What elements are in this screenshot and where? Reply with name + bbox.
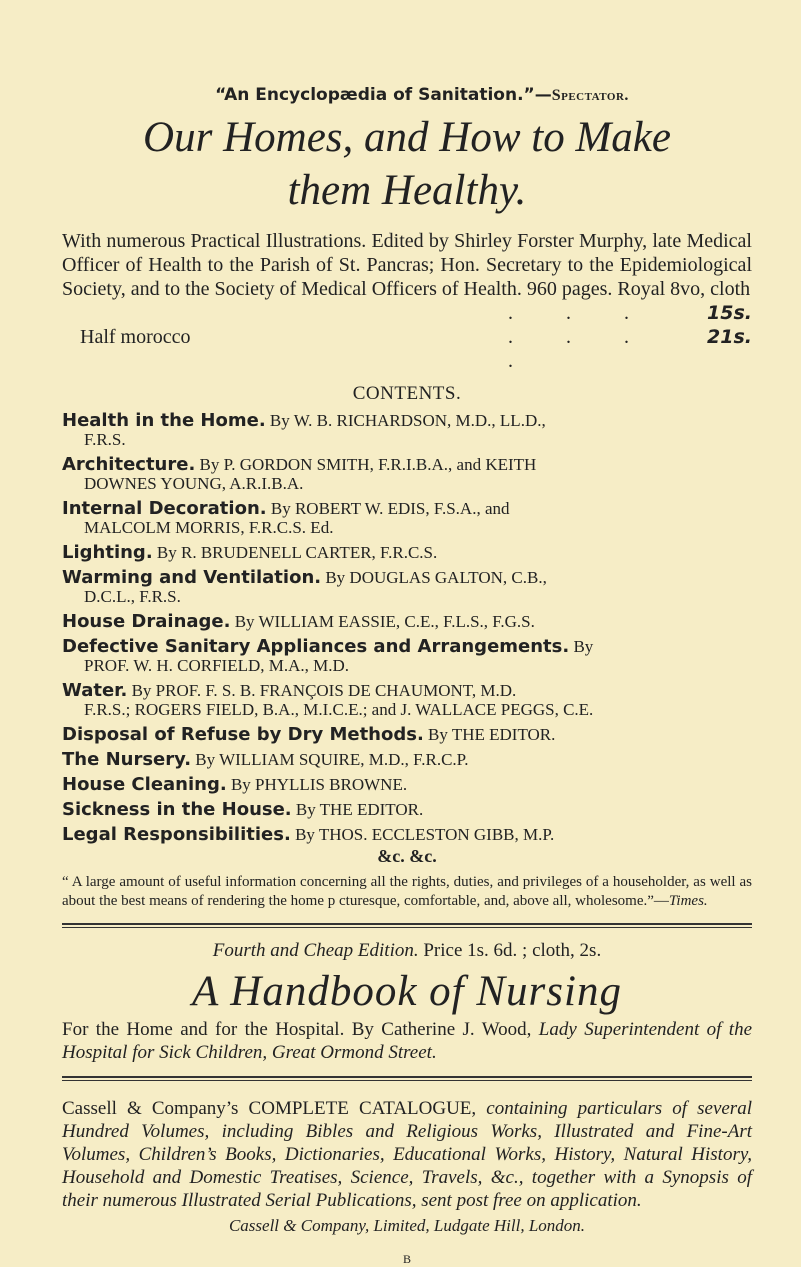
entry-authors: By PHYLLIS BROWNE. bbox=[230, 775, 408, 794]
quote-text: “An Encyclopædia of Sanitation.”— bbox=[215, 85, 552, 105]
entry-authors: By bbox=[573, 637, 594, 656]
contents-heading: CONTENTS. bbox=[352, 383, 462, 404]
contents-entry bbox=[62, 411, 752, 449]
entry-title: House Drainage. bbox=[62, 611, 231, 632]
contents-entry bbox=[62, 568, 752, 606]
contents-entry bbox=[62, 612, 752, 631]
handbook-title: A Handbook of Nursing bbox=[192, 968, 622, 1015]
price-morocco: 21s. bbox=[707, 326, 752, 348]
entry-authors-continued: DOWNES YOUNG, A.R.I.B.A. bbox=[84, 474, 304, 493]
book-title-line-2: them Healthy. bbox=[287, 167, 527, 214]
entry-authors: By WILLIAM EASSIE, C.E., F.L.S., F.G.S. bbox=[234, 612, 535, 631]
price-line-cloth bbox=[62, 301, 752, 325]
entry-title: Sickness in the House. bbox=[62, 799, 292, 820]
entry-authors: By P. GORDON SMITH, F.R.I.B.A., and KEITH bbox=[199, 455, 537, 474]
price-line-morocco bbox=[62, 325, 752, 373]
advertisement-page bbox=[62, 84, 752, 1267]
entry-title: Water. bbox=[62, 680, 128, 701]
entry-authors: By WILLIAM SQUIRE, M.D., F.R.C.P. bbox=[195, 750, 469, 769]
divider bbox=[62, 923, 752, 925]
entry-authors-continued: MALCOLM MORRIS, F.R.C.S. Ed. bbox=[84, 518, 334, 537]
etc-line: &c. &c. bbox=[377, 846, 437, 866]
entry-authors: By THE EDITOR. bbox=[428, 725, 556, 744]
divider bbox=[62, 1080, 752, 1081]
review-quote bbox=[62, 873, 752, 911]
entry-title: Disposal of Refuse by Dry Methods. bbox=[62, 724, 424, 745]
divider bbox=[62, 1076, 752, 1078]
contents-entry bbox=[62, 800, 752, 819]
header-quote bbox=[92, 84, 752, 105]
entry-authors: By ROBERT W. EDIS, F.S.A., and bbox=[270, 499, 510, 518]
contents-entry bbox=[62, 499, 752, 537]
price-cloth: 15s. bbox=[707, 302, 752, 324]
catalogue-details: containing particulars of several Hundred Volumes, including Bibles and Religious Works, Illustrated and Fine-Art Volumes, Children’s Books, Dictionaries, Educational Works, History, Natural History, Household and Domestic Treatises, Science, Travels, &c., together with a Synopsis of their numerous Illustrated Serial Publications, sent post free on application. bbox=[62, 1098, 752, 1211]
edition-text: Fourth and Cheap Edition. bbox=[212, 940, 419, 961]
entry-authors: By THOS. ECCLESTON GIBB, M.P. bbox=[295, 825, 555, 844]
entry-title: Warming and Ventilation. bbox=[62, 567, 322, 588]
catalogue-lead: Cassell & Company’s COMPLETE CATALOGUE, bbox=[62, 1098, 487, 1119]
edition-price: Price 1s. 6d. ; cloth, 2s. bbox=[423, 940, 602, 961]
entry-title: The Nursery. bbox=[62, 749, 192, 770]
contents-entry bbox=[62, 825, 752, 844]
book-intro: With numerous Practical Illustrations. Edited by Shirley Forster Murphy, late Medical Officer of Health to the Parish of St. Pancras; Hon. Secretary to the Epidemiological Society, and to the Society of Medical Officers of Health. 960 pages. Royal 8vo, cloth bbox=[62, 230, 752, 300]
entry-title: Legal Responsibilities. bbox=[62, 824, 291, 845]
contents-entry bbox=[62, 725, 752, 744]
entry-authors: By W. B. RICHARDSON, M.D., LL.D., bbox=[269, 411, 546, 430]
contents-entry bbox=[62, 543, 752, 562]
entry-authors: By THE EDITOR. bbox=[295, 800, 424, 819]
contents-entry bbox=[62, 750, 752, 769]
entry-title: Lighting. bbox=[62, 542, 153, 563]
contents-list bbox=[62, 411, 752, 844]
contents-entry bbox=[62, 775, 752, 794]
contents-entry bbox=[62, 455, 752, 493]
handbook-body-text: For the Home and for the Hospital. By Catherine J. Wood, bbox=[62, 1019, 539, 1040]
entry-title: Internal Decoration. bbox=[62, 498, 267, 519]
entry-title: Architecture. bbox=[62, 454, 196, 475]
half-morocco-label: Half morocco bbox=[80, 326, 191, 348]
catalogue-notice bbox=[62, 1097, 752, 1212]
quote-source: Spectator. bbox=[551, 87, 629, 104]
entry-authors-continued: PROF. W. H. CORFIELD, M.A., M.D. bbox=[84, 656, 350, 675]
entry-authors: By R. BRUDENELL CARTER, F.R.C.S. bbox=[156, 543, 438, 562]
handbook-body-italic: Lady Superintendent of the Hospital for Sick Children, Great Ormond Street. bbox=[62, 1019, 752, 1063]
review-text: “ A large amount of useful information concerning all the rights, duties, and privileges of a householder, as well as about the best means of rendering the home p cturesque, comfortable, and, above all, wholesome.”— bbox=[62, 874, 752, 909]
entry-authors-continued: F.R.S.; ROGERS FIELD, B.A., M.I.C.E.; and J. WALLACE PEGGS, C.E. bbox=[84, 700, 594, 719]
entry-authors-continued: F.R.S. bbox=[84, 430, 126, 449]
contents-entry bbox=[62, 637, 752, 675]
entry-authors: By DOUGLAS GALTON, C.B., bbox=[325, 568, 547, 587]
publisher-line: Cassell & Company, Limited, Ludgate Hill, London. bbox=[228, 1216, 586, 1235]
review-source: Times. bbox=[668, 893, 708, 909]
entry-title: Health in the Home. bbox=[62, 410, 266, 431]
book-title-line-1: Our Homes, and How to Make bbox=[143, 114, 671, 161]
contents-entry bbox=[62, 681, 752, 719]
leader-dots: . . . . bbox=[507, 326, 653, 372]
edition-line bbox=[62, 940, 752, 962]
leader-dots: . . . bbox=[507, 302, 653, 324]
entry-title: Defective Sanitary Appliances and Arrangements. bbox=[62, 636, 570, 657]
entry-authors-continued: D.C.L., F.R.S. bbox=[84, 587, 181, 606]
entry-title: House Cleaning. bbox=[62, 774, 227, 795]
divider bbox=[62, 927, 752, 928]
entry-authors: By PROF. F. S. B. FRANÇOIS DE CHAUMONT, M.D. bbox=[131, 681, 517, 700]
signature-mark: B bbox=[402, 1252, 411, 1266]
handbook-body bbox=[62, 1018, 752, 1064]
